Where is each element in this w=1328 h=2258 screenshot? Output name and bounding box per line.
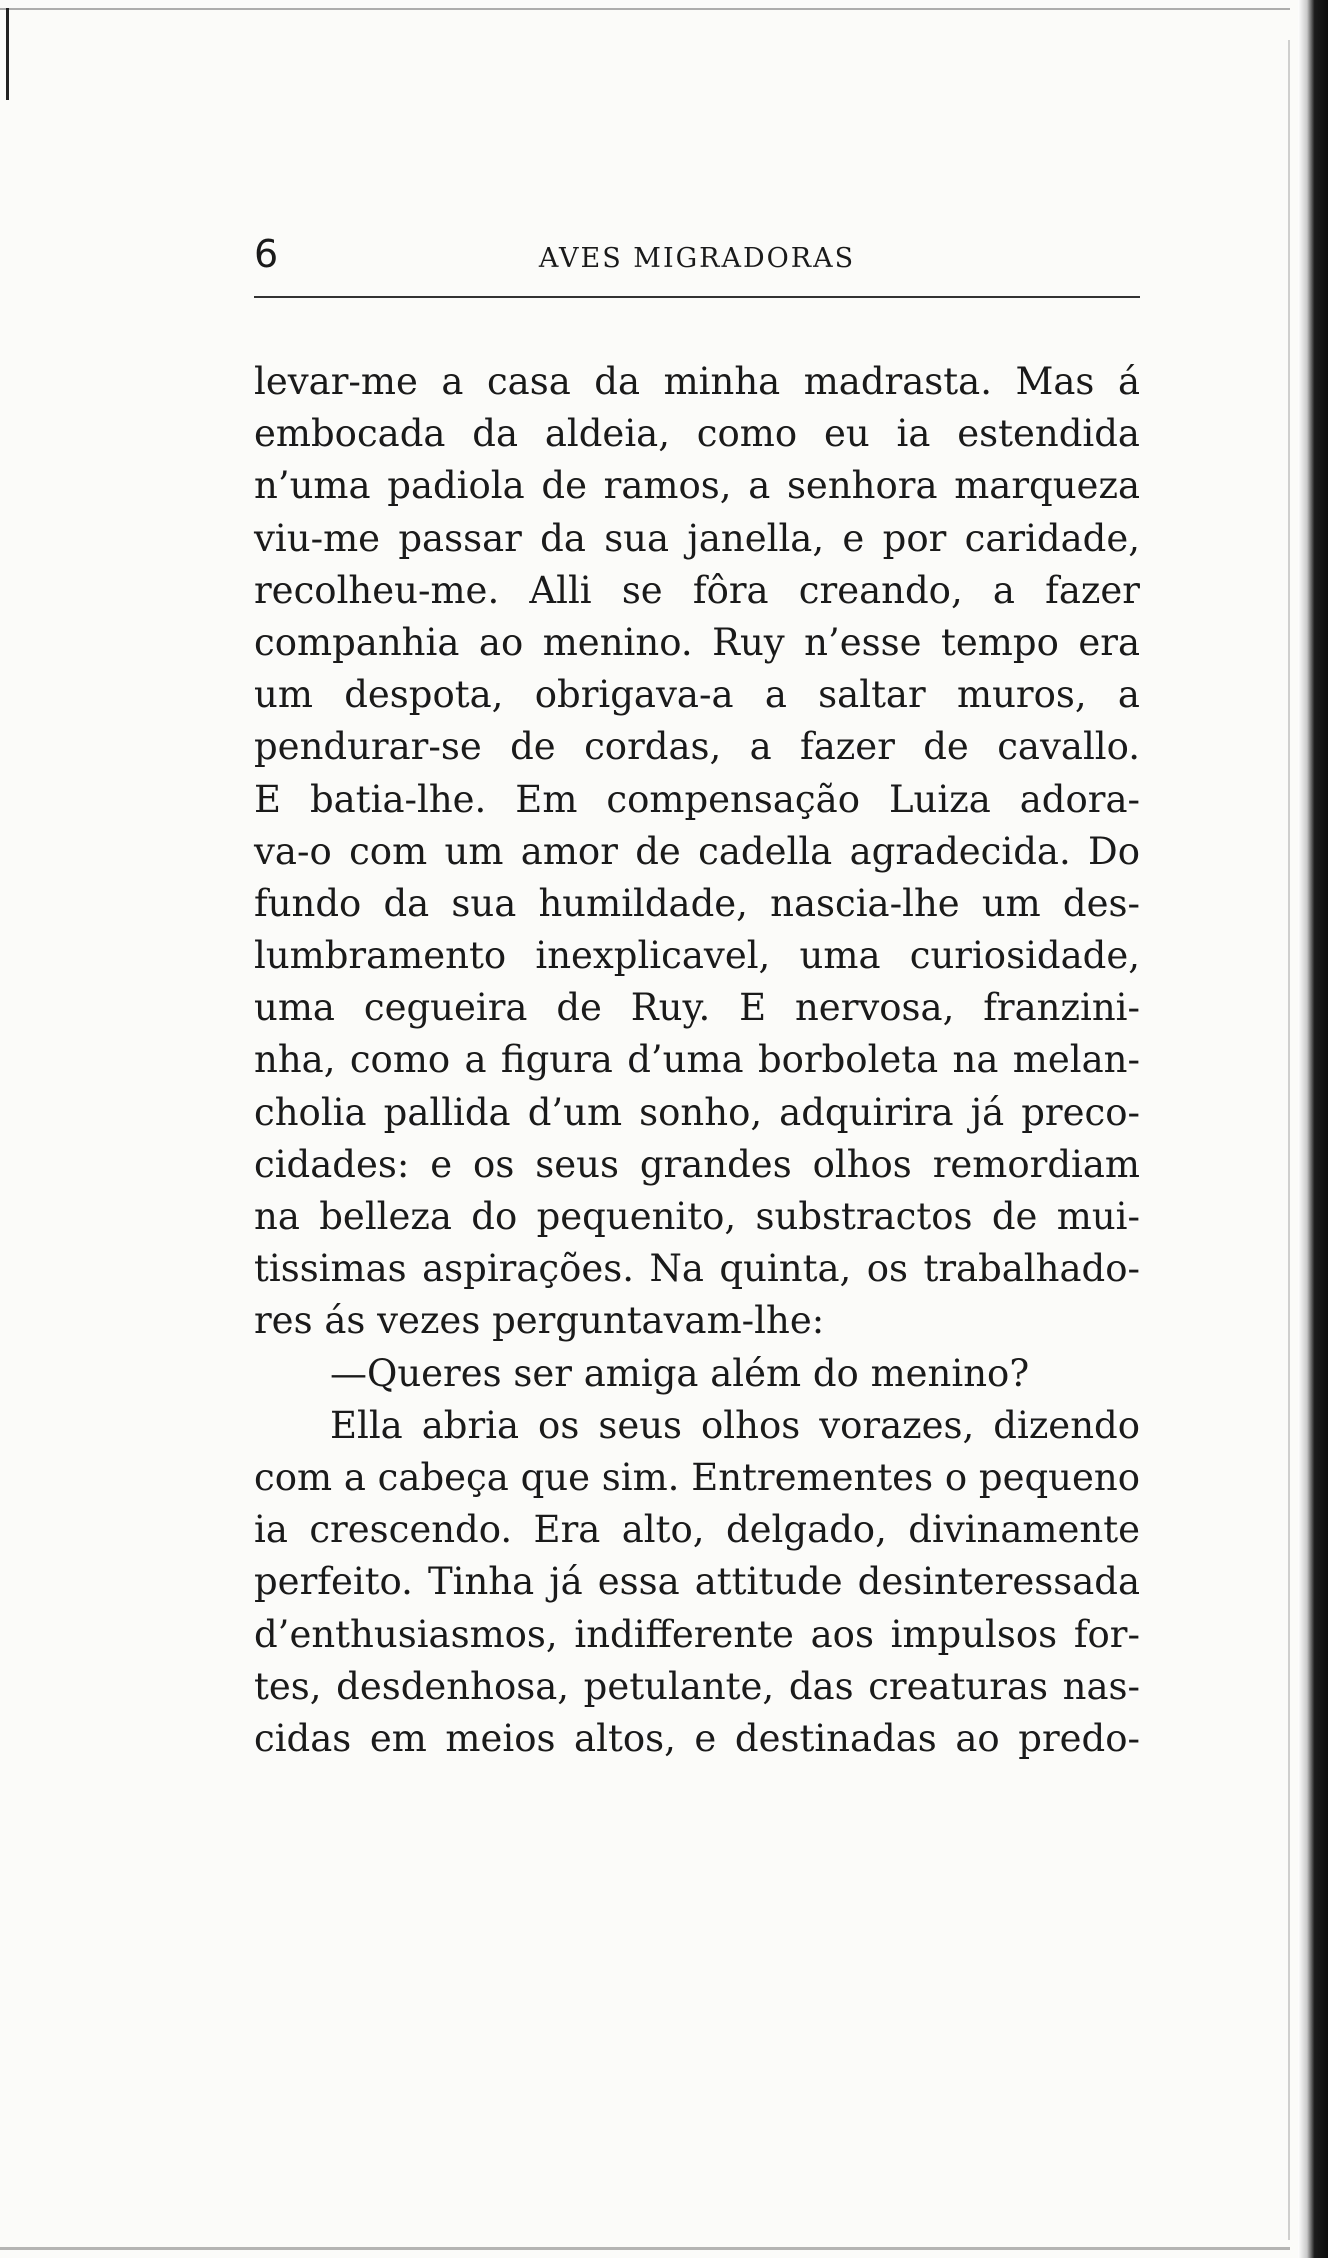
text-line: levar-me a casa da minha madrasta. Mas á	[254, 360, 1140, 403]
text-line: d’enthusiasmos, indifferente aos impulsos for-	[254, 1612, 1140, 1656]
text-line: uma cegueira de Ruy. E nervosa, franzini-	[254, 986, 1140, 1030]
dialogue-line: —Queres ser amiga além do menino?	[330, 1351, 1030, 1395]
text-line: n’uma padiola de ramos, a senhora marqueza	[254, 464, 1140, 508]
text-line: cidas em meios altos, e destinadas ao predo-	[254, 1716, 1140, 1760]
running-title: AVES MIGRADORAS	[538, 243, 856, 274]
text-line: um despota, obrigava-a a saltar muros, a	[254, 673, 1140, 717]
text-line: fundo da sua humildade, nascia-lhe um des-	[254, 881, 1140, 925]
page-header	[254, 228, 1140, 288]
scan-edge-right	[1298, 0, 1328, 2258]
text-line: nha, como a figura d’uma borboleta na melan-	[254, 1038, 1140, 1082]
text-line: E batia-lhe. Em compensação Luiza adora-	[254, 777, 1140, 821]
text-line: cholia pallida d’um sonho, adquirira já preco-	[254, 1090, 1140, 1134]
text-line: ia crescendo. Era alto, delgado, divinamente	[254, 1508, 1140, 1552]
text-line: na belleza do pequenito, substractos de mui-	[254, 1195, 1140, 1238]
text-line: companhia ao menino. Ruy n’esse tempo era	[254, 620, 1140, 664]
scan-edge-top	[0, 8, 1290, 10]
text-line: tes, desdenhosa, petulante, das creaturas nas-	[254, 1664, 1140, 1708]
text-line: perfeito. Tinha já essa attitude desinteressada	[254, 1560, 1140, 1604]
text-line: com a cabeça que sim. Entrementes o pequeno	[254, 1455, 1140, 1499]
text-line: cidades: e os seus grandes olhos remordiam	[254, 1142, 1140, 1186]
text-line: embocada da aldeia, como eu ia estendida	[254, 412, 1140, 456]
paragraph-start-line: Ella abria os seus olhos vorazes, dizendo	[330, 1403, 1140, 1447]
text-line: viu-me passar da sua janella, e por caridade,	[254, 516, 1140, 560]
page-number: 6	[254, 232, 279, 276]
scan-gutter-line	[1288, 40, 1290, 2240]
text-line: lumbramento inexplicavel, uma curiosidade,	[254, 934, 1140, 978]
body-text	[254, 356, 1140, 1765]
text-line: va-o com um amor de cadella agradecida. Do	[254, 829, 1140, 873]
text-line: res ás vezes perguntavam-lhe:	[254, 1299, 825, 1343]
text-line: pendurar-se de cordas, a fazer de cavallo.	[254, 725, 1140, 769]
scan-edge-left	[6, 8, 9, 100]
text-line: tissimas aspirações. Na quinta, os trabalhado-	[254, 1247, 1140, 1291]
scan-edge-bottom	[0, 2247, 1290, 2250]
text-line: recolheu-me. Alli se fôra creando, a fazer	[254, 568, 1140, 612]
header-rule	[254, 296, 1140, 298]
